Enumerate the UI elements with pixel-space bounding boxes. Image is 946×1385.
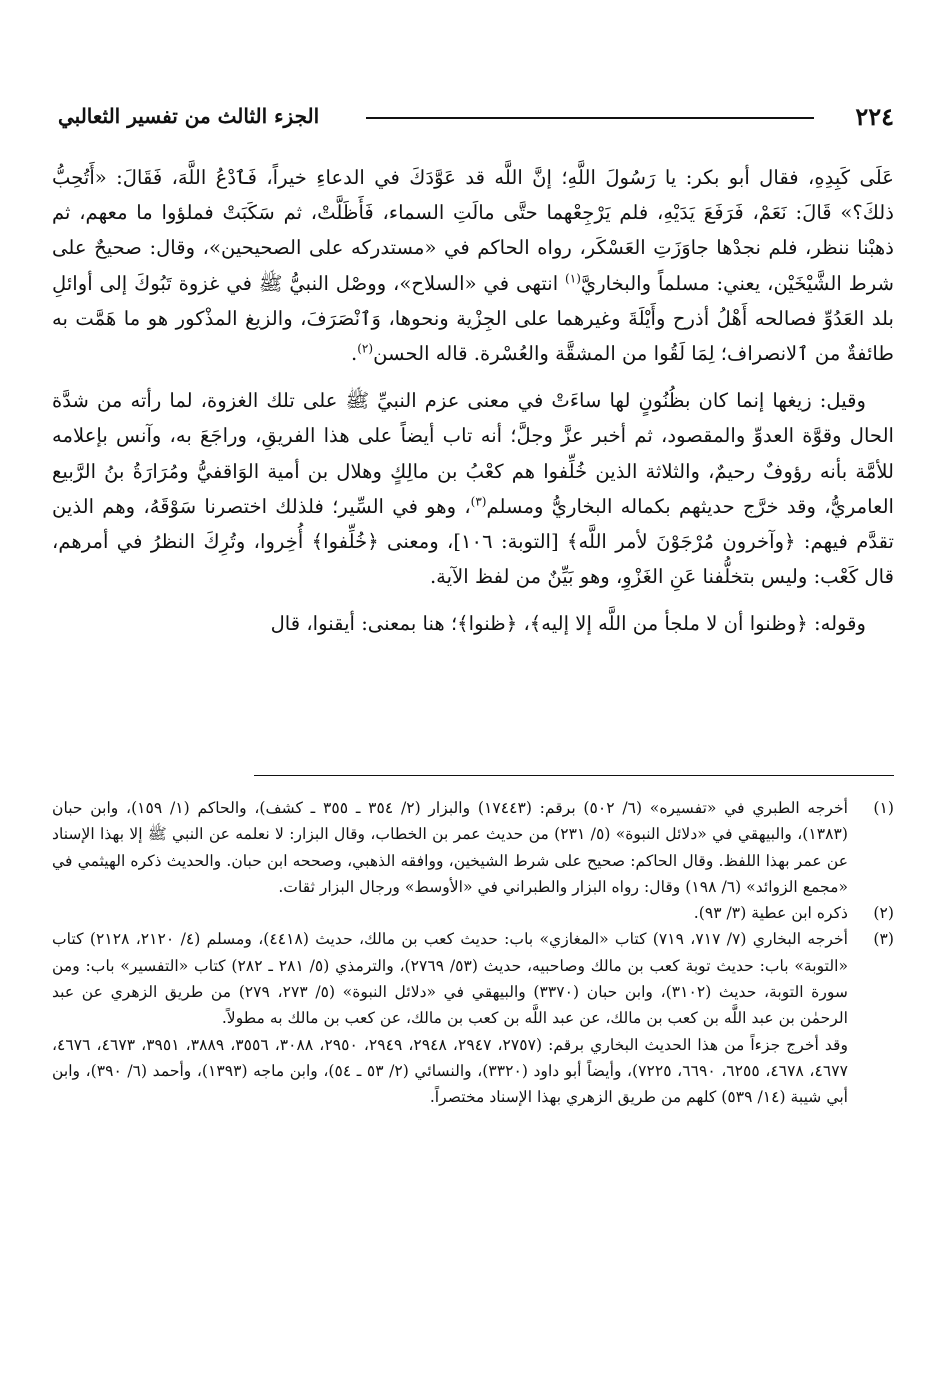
main-text: [52, 160, 894, 654]
paragraph-1-cont: انتهى في «السلاح»، ووصْل النبيُّ ﷺ في غزوة تَبُوكَ إلى أوائلِ بلد العَدُوِّ فصالحه أَهْلُ أذرح وأَيْلَةَ وغيرهما على الجِزْية ونحوها، وَٱنْصَرَفَ، والزيغ المذْكور هو ما هَمَّت به طائفةٌ من ٱلانصراف؛ لِمَا لَقُوا من المشقَّة والعُسْرة. قاله الحسن: [52, 271, 894, 366]
footnote-1-marker: (١): [873, 799, 894, 817]
book-page: [40, 0, 906, 1385]
footnotes: [52, 795, 894, 1111]
running-title: الجزء الثالث من تفسير الثعالبي: [58, 104, 320, 128]
header-rule: [366, 117, 814, 119]
footnote-3: [52, 926, 894, 1031]
paragraph-2: [52, 383, 894, 594]
footnote-1: [52, 795, 894, 900]
footnote-ref-3: (٣): [470, 494, 487, 509]
paragraph-2-cont: ، وهو في السِّير؛ فلذلك اختصرنا سَوْقَهُ، وهم الذين تقدَّم فيهم: ﴿وآخرون مُرْجَوْنَ لأمر اللَّه﴾ [التوبة: ١٠٦]، ومعنى ﴿خُلِّفوا﴾ أُخِروا، وتُرِكَ النظرُ في أمرهم، قال كَعْب: وليس بتخلُّفنا عَنِ الغَزْوِ، وهو بَيِّنٌ من لفظ الآية.: [52, 494, 894, 589]
page-number: ٢٢٤: [855, 102, 894, 131]
footnote-2-text: ذكره ابن عطية (٣/ ٩٣).: [693, 904, 848, 923]
footnote-2-marker: (٢): [873, 904, 894, 923]
paragraph-3: وقوله: ﴿وظنوا أن لا ملجأ من اللَّه إلا إليه﴾، ﴿ظنوا﴾؛ هنا بمعنى: أيقنوا، قال: [270, 612, 866, 636]
footnote-ref-2: (٢): [357, 341, 374, 356]
page-header: [40, 100, 906, 134]
footnote-separator: [254, 775, 894, 776]
footnote-3-marker: (٣): [873, 930, 894, 949]
footnote-ref-1: (١): [565, 271, 581, 286]
paragraph-1: [52, 160, 894, 371]
footnote-3-text: أخرجه البخاري (٧/ ٧١٧، ٧١٩) كتاب «المغازي» باب: حديث كعب بن مالك، حديث (٤٤١٨)، ومسلم (٤/ ٢١٢٠، ٢١٢٨) كتاب «التوبة» باب: حديث توبة كعب بن مالك وصاحبيه، حديث (٥٣/ ٢٧٦٩)، والترمذي (٥/ ٢٨١ ـ ٢٨٢) كتاب «التفسير» باب: ومن سورة التوبة، حديث (٣١٠٢)، وابن حبان (٣٣٧٠) والبيهقي في «دلائل النبوة» (٥/ ٢٧٣، ٢٧٩) من طريق الزهري عن عبد الرحمٰن بن عبد اللَّه بن كعب بن مالك، عن عبد اللَّه بن كعب بن مالك، عن كعب بن مالك به مطولاً.: [52, 930, 848, 1028]
paragraph-1-text: عَلَى كَبِدِهِ، فقال أبو بكر: يا رَسُولَ اللَّهِ؛ إنَّ اللَّه قد عَوَّدَكَ في الدعاءِ خيراً، فَٱدْعُ اللَّهَ، فَقَالَ: «أَتُحِبُّ ذلكَ؟» قَالَ: نَعَمْ، فَرَفَعَ يَدَيْهِ، فلم يَرْجِعْهما حتَّى مالَتِ السماء، فَأَظَلَّتْ، ثم سَكَبَتْ فملؤوا ما معهم، ثم ذهبْنا ننظر، فلم نجدْها جاوَزَتِ العَسْكَر، رواه الحاكم في «مستدركه على الصحيحين»، وقال: صحيحٌ على شرط الشَّيْخَيْن، يعني: مسلماً والبخاريَّ: [52, 166, 894, 295]
paragraph-1-end: .: [351, 342, 358, 366]
footnote-2: [52, 900, 894, 926]
footnote-3-continuation: وقد أخرج جزءاً من هذا الحديث البخاري برقم: (٢٧٥٧، ٢٩٤٧، ٢٩٤٨، ٢٩٤٩، ٢٩٥٠، ٣٠٨٨، ٣٥٥٦، ٣٨٨٩، ٣٩٥١، ٤٦٧٣، ٤٦٧٦، ٤٦٧٧، ٤٦٧٨، ٦٢٥٥، ٦٦٩٠، ٧٢٢٥)، وأيضاً أبو داود (٣٣٢٠)، والنسائي (٢/ ٥٣ ـ ٥٤)، وابن ماجه (١٣٩٣)، وأحمد (٦/ ٣٩٠)، وابن أبي شيبة (١٤/ ٥٣٩) كلهم من طريق الزهري بهذا الإسناد مختصراً.: [52, 1035, 849, 1107]
footnote-1-text: أخرجه الطبري في «تفسيره» (٦/ ٥٠٢) برقم: (١٧٤٤٣) والبزار (٢/ ٣٥٤ ـ ٣٥٥ ـ كشف)، والحاكم (١/ ١٥٩)، وابن حبان (١٣٨٣)، والبيهقي في «دلائل النبوة» (٥/ ٢٣١) من حديث عمر بن الخطاب، وقال البزار: لا نعلمه عن النبي ﷺ إلا بهذا الإسناد عن عمر بهذا اللفظ. وقال الحاكم: صحيح على شرط الشيخين، ووافقه الذهبي، وصححه ابن حبان. والحديث ذكره الهيثمي في «مجمع الزوائد» (٦/ ١٩٨) وقال: رواه البزار والطبراني في «الأوسط» ورجال البزار ثقات.: [52, 799, 849, 896]
paragraph-2-text: وقيل: زيغها إنما كان بظُنُونٍ لها ساءَتْ في معنى عزم النبيِّ ﷺ على تلك الغزوة، لما رأته من شدَّة الحال وقوَّة العدوِّ والمقصود، ثم أخبر عزَّ وجلَّ؛ أنه تاب أيضاً على هذا الفريقِ، وراجَعَ به، وآنس بإعلامه للأمَّة بأنه رؤوفٌ رحيمٌ، والثلاثة الذين خُلِّفوا هم كعْبُ بن مالِكٍ وهلال بن أمية الوَاقفيُّ ومُرَارَةُ بنُ الرَّبيع العامريُّ، وقد خرَّج حديثهم بكماله البخاريُّ ومسلم: [52, 389, 894, 518]
